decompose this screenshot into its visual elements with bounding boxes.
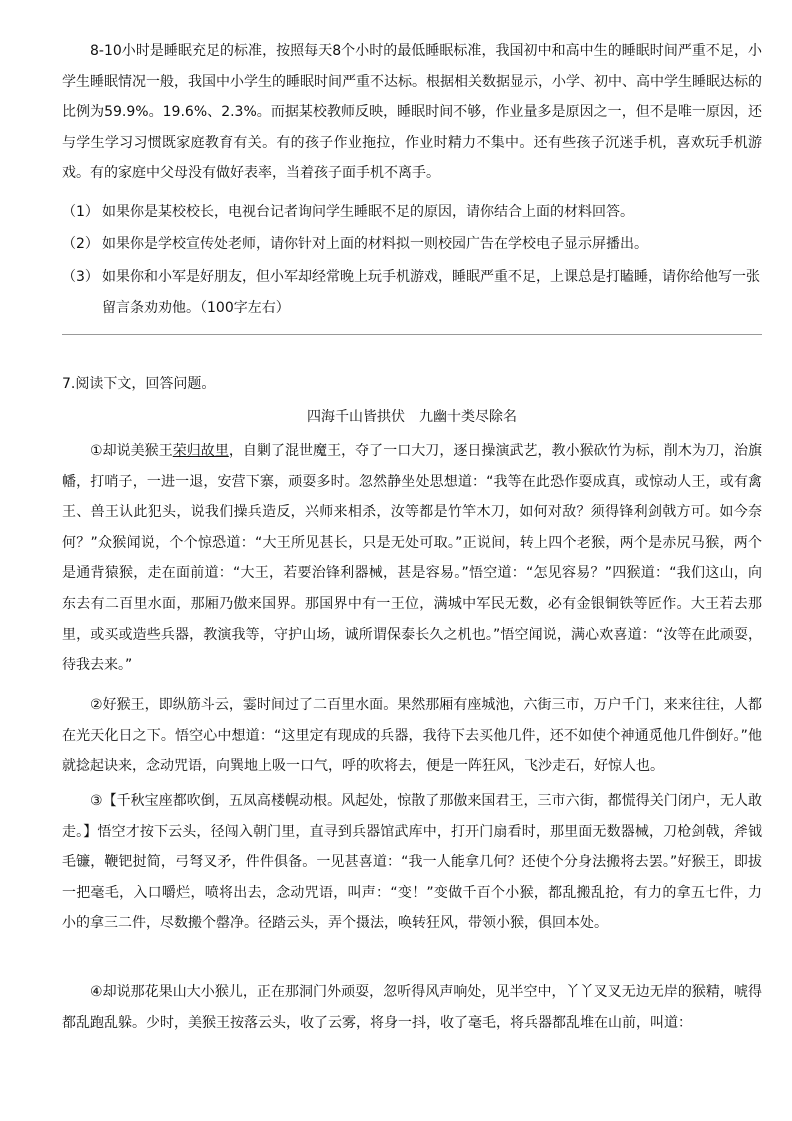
- passage-paragraph-2: ②好猴王，即纵筋斗云，霎时间过了二百里水面。果然那厢有座城池，六街三市，万户千门，来来往往，人都在光天化日之下。悟空心中想道：“这里定有现成的兵器，我待下去买他几件，还不如使个神通觅他几件倒好。”他就捻起诀来，念动咒语，向巽地上吸一口气，呼的吹将去，便是一阵狂风，飞沙走石，好惊人也。: [62, 697, 762, 775]
- question-2-text: 如果你是学校宣传处老师，请你针对上面的材料拟一则校园广告在学校电子显示屏播出。: [102, 236, 648, 252]
- question-3-number: （3）: [62, 269, 99, 285]
- section-divider: [62, 334, 762, 335]
- question-3: [62, 262, 762, 323]
- passage-title-left: 四海千山皆拱伏: [307, 409, 405, 425]
- passage-paragraph-1: [62, 436, 762, 681]
- passage-title: [62, 406, 762, 428]
- intro-paragraph: 8-10小时是睡眠充足的标准，按照每天8个小时的最低睡眠标准，我国初中和高中生的睡眠时间严重不足，小学生睡眠情况一般，我国中小学生的睡眠时间严重不达标。根据相关数据显示，小学、初中、高中学生睡眠达标的比例为59.9%。19.6%、2.3%。而据某校教师反映，睡眠时间不够，作业量多是原因之一，但不是唯一原因，还与学生学习习惯既家庭教育有关。有的孩子作业拖拉，作业时精力不集中。还有些孩子沉迷手机，喜欢玩手机游戏。有的家庭中父母没有做好表率，当着孩子面手机不离手。: [62, 43, 762, 182]
- question-1-number: （1）: [62, 204, 99, 220]
- passage-paragraph-3: ③【千秋宝座都吹倒，五凤高楼幌动根。风起处，惊散了那傲来国君王，三市六街，都慌得关门闭户，无人敢走。】悟空才按下云头，径闯入朝门里，直寻到兵器馆武库中，打开门扇看时，那里面无数器械，刀枪剑戟，斧钺毛镰，鞭钯挝简，弓弩叉矛，件件俱备。一见甚喜道：“我一人能拿几何？还使个分身法搬将去罢。”好猴王，即拔一把毫毛，入口嚼烂，喷将出去，念动咒语，叫声：“变！”变做千百个小猴，都乱搬乱抢，有力的拿五七件，力小的拿三二件，尽数搬个罄净。径踏云头，弄个摄法，唤转狂风，带领小猴，俱回本处。: [62, 793, 762, 932]
- question-1-text: 如果你是某校校长，电视台记者询问学生睡眠不足的原因，请你结合上面的材料回答。: [102, 204, 634, 220]
- passage-paragraph-4: ④却说那花果山大小猴儿，正在那洞门外顽耍，忽听得风声响处，见半空中，丫丫叉叉无边无岸的猴精，唬得都乱跑乱躲。少时，美猴王按落云头，收了云雾，将身一抖，收了毫毛，将兵器都乱堆在山前，叫道：: [62, 984, 762, 1031]
- p1-rest: ，自剿了混世魔王，夺了一口大刀，逐日操演武艺，教小猴砍竹为标，削木为刀，治旗幡，打哨子，一进一退，安营下寨，顽耍多时。忽然静坐处思想道：“我等在此恐作耍成真，或惊动人王，或有禽王、兽王认此犯头，说我们操兵造反，兴师来相杀，汝等都是竹竿木刀，如何对敌？须得锋利剑戟方可。如今奈何？”众猴闻说，个个惊恐道：“大王所见甚长，只是无处可取。”正说间，转上四个老猴，两个是赤尻马猴，两个是通背猿猴，走在面前道：“大王，若要治锋利器械，甚是容易。”悟空道：“怎见容易？”四猴道：“我们这山，向东去有二百里水面，那厢乃傲来国界。那国界中有一王位，满城中军民无数，必有金银铜铁等匠作。大王若去那里，或买或造些兵器，教演我等，守护山场，诚所谓保泰长久之机也。”悟空闻说，满心欢喜道：“汝等在此顽耍，待我去来。”: [62, 443, 762, 674]
- question-3-text: 如果你和小军是好朋友，但小军却经常晚上玩手机游戏，睡眠严重不足，上课总是打瞌睡，请你给他写一张留言条劝劝他。（100字左右）: [102, 269, 760, 316]
- question-2: [62, 229, 762, 260]
- question-2-number: （2）: [62, 236, 99, 252]
- p1-underlined-phrase: 荣归故里: [172, 443, 229, 459]
- passage-title-right: 九幽十类尽除名: [419, 409, 517, 425]
- section-7-heading: 7.阅读下文，回答问题。: [62, 376, 216, 392]
- question-1: [62, 197, 762, 228]
- p1-prefix: ①却说美猴王: [90, 443, 173, 459]
